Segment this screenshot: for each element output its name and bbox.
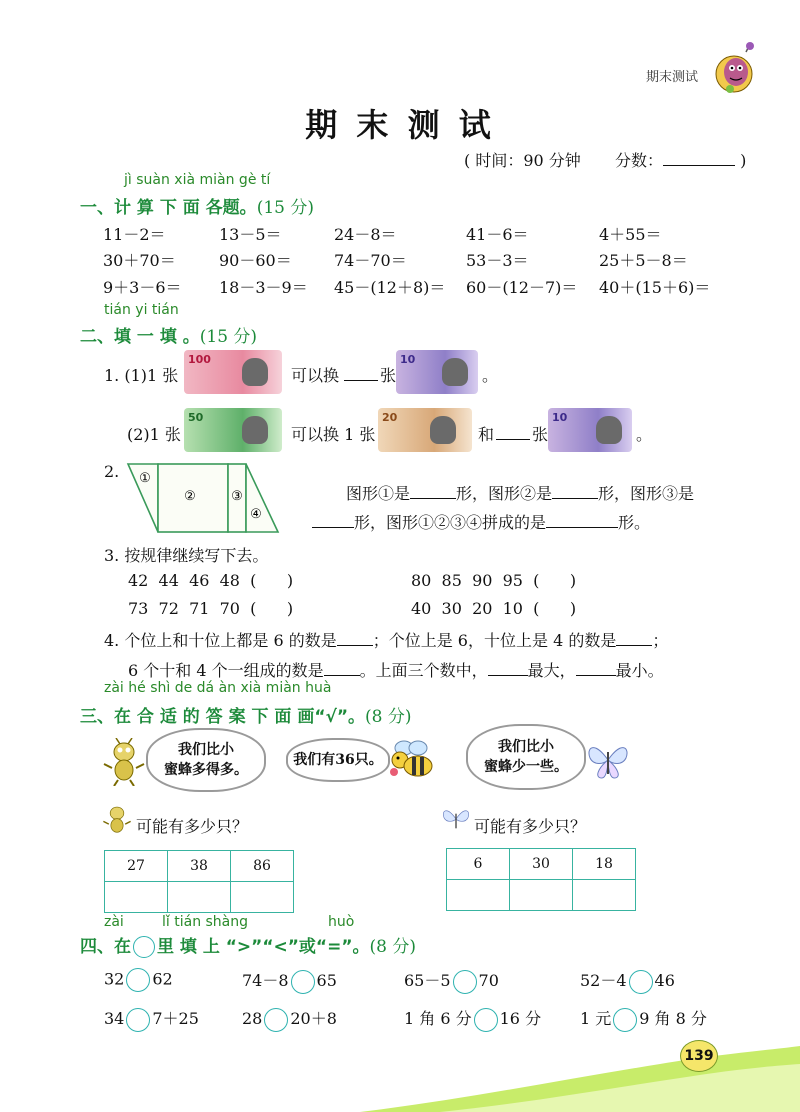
q2-blank: [546, 513, 618, 528]
q1b-end: 。: [636, 425, 653, 444]
q4-text: ；个位上是 6，十位上是 4 的数是: [372, 631, 617, 650]
q4-blank: [488, 661, 528, 676]
compare-item: [404, 968, 499, 994]
arith-item: 4＋55＝: [599, 225, 662, 244]
section1-title: [80, 193, 314, 218]
sequence: 42 44 46 48 ( ): [128, 571, 294, 590]
section1-points: (15 分): [256, 198, 314, 218]
ant-icon: [102, 738, 146, 786]
tick-cell[interactable]: [231, 882, 294, 913]
speech-bubble-bees: 我们有36只。: [286, 738, 390, 782]
q4-text: 最大，: [527, 661, 576, 680]
page-number-badge: [680, 1040, 718, 1072]
compare-item: [580, 968, 675, 994]
section3-points: (8 分): [365, 707, 412, 727]
q1b-prefix: (2)1 张: [127, 425, 181, 444]
q2-text: 形，图形③是: [598, 484, 695, 503]
option-cell: 38: [168, 851, 231, 882]
q1a-end: 。: [482, 366, 499, 385]
arith-item: 40＋(15＋6)＝: [599, 278, 711, 297]
question-butterflies: 可能有多少只？: [474, 817, 587, 836]
compare-right: 7＋25: [152, 1009, 199, 1028]
arith-item: 90－60＝: [219, 251, 292, 270]
compare-right: 9 角 8 分: [639, 1009, 707, 1028]
arith-item: 30＋70＝: [103, 251, 176, 270]
q1b-blank: [496, 425, 530, 440]
q4-text: 最小。: [615, 661, 664, 680]
section2-title-text: 二、填 一 填 。: [80, 327, 200, 347]
q2-line1: [346, 481, 694, 504]
arith-item: 13－5＝: [219, 225, 282, 244]
tick-cell[interactable]: [168, 882, 231, 913]
answer-table-butterflies: [446, 848, 636, 911]
compare-item: [242, 968, 337, 994]
q1a-prefix: 1. (1)1 张: [104, 366, 179, 385]
q1b-and: 和: [478, 425, 495, 444]
banknote-50: [184, 408, 282, 452]
compare-left: 32: [104, 969, 125, 989]
q4-text: ；: [652, 631, 669, 650]
compare-left: 74－8: [242, 971, 289, 990]
speech-bubble-ants: 我们比小 蜜蜂多得多。: [146, 728, 266, 792]
compare-right: 46: [654, 971, 675, 990]
q2-blank: [312, 513, 354, 528]
answer-table-ants: [104, 850, 294, 913]
portrait-icon: [242, 358, 268, 386]
q1b-mid: 可以换 1 张: [291, 425, 376, 444]
tick-cell[interactable]: [510, 880, 573, 911]
sequence: 73 72 71 70 ( ): [128, 599, 294, 618]
option-cell: 86: [231, 851, 294, 882]
time-text: ( 时间：90 分钟: [464, 151, 581, 170]
exam-meta: [464, 148, 746, 171]
q4-blank: [576, 661, 616, 676]
banknote-20: [378, 408, 472, 452]
q2-num: 2.: [104, 462, 120, 481]
section4-points: (8 分): [369, 937, 417, 957]
chapter-label: 期末测试: [646, 70, 699, 85]
banknote-10: [396, 350, 478, 394]
bee-icon: [386, 738, 436, 784]
section4-title-text: 里 填 上 “>”“<”或“=”。: [157, 937, 370, 957]
q4-text: 4. 个位上和十位上都是 6 的数是: [104, 631, 337, 650]
q2-text: 图形①是: [346, 484, 411, 503]
q4-line2: [128, 658, 664, 681]
question-ants: 可能有多少只？: [136, 817, 249, 836]
section2-points: (15 分): [199, 327, 258, 347]
q1a-mid: 可以换: [291, 366, 340, 385]
sequence: 80 85 90 95 ( ): [411, 571, 577, 590]
compare-right: 65: [316, 971, 337, 990]
section1-pinyin: jì suàn xià miàn gè tí: [124, 172, 271, 188]
q2-text: 形，图形①②③④拼成的是: [354, 513, 547, 532]
arith-item: 25＋5－8＝: [599, 251, 688, 270]
q3-title: 3. 按规律继续写下去。: [104, 546, 269, 565]
option-cell: 18: [573, 849, 636, 880]
arith-item: 11－2＝: [103, 225, 166, 244]
q1b-suffix: 张: [532, 425, 549, 444]
banknote-value: 20: [382, 411, 398, 424]
portrait-icon: [442, 358, 468, 386]
banknote-value: 10: [552, 411, 568, 424]
shape-label: ②: [184, 489, 196, 504]
section1-title-text: 一、计 算 下 面 各题。: [80, 198, 257, 218]
compare-right: 62: [152, 969, 173, 989]
compare-left: 52－4: [580, 971, 627, 990]
q4-text: 。上面三个数中，: [359, 661, 488, 680]
section2-pinyin: tián yi tián: [104, 302, 179, 318]
section3-title: [80, 702, 412, 727]
tick-cell[interactable]: [447, 880, 510, 911]
compare-circle[interactable]: [453, 970, 477, 994]
shape-label: ①: [139, 471, 151, 486]
compare-circle[interactable]: [126, 968, 150, 992]
portrait-icon: [430, 416, 456, 444]
option-cell: 27: [105, 851, 168, 882]
butterfly-icon: [584, 738, 632, 782]
portrait-icon: [596, 416, 622, 444]
section4-title-text: 四、在: [80, 937, 131, 957]
banknote-value: 100: [188, 353, 211, 366]
section3-title-text: 三、在 合 适 的 答 案 下 面 画“√”。: [80, 707, 366, 727]
banknote-100: [184, 350, 282, 394]
shape-label: ④: [250, 507, 262, 522]
section4-pinyin-2: lǐ tián shàng: [162, 914, 249, 930]
score-blank: [663, 151, 735, 166]
q4-line1: [104, 628, 668, 651]
speech-bubble-butterflies: 我们比小 蜜蜂少一些。: [466, 724, 586, 790]
q2-text: 形，图形②是: [456, 484, 553, 503]
compare-right: 16 分: [499, 1009, 542, 1028]
arith-item: 60－(12－7)＝: [466, 278, 578, 297]
section2-title: [80, 322, 257, 347]
ant-small-icon: [102, 802, 132, 838]
compare-left: 1 角 6 分: [404, 1009, 472, 1028]
portrait-icon: [242, 416, 268, 444]
section4-pinyin-3: huò: [328, 914, 355, 930]
compare-left: 28: [242, 1009, 263, 1028]
arith-item: 41－6＝: [466, 225, 529, 244]
composite-shape-diagram: [124, 462, 280, 534]
q1a-blank: [344, 366, 378, 381]
banknote-value: 10: [400, 353, 416, 366]
arith-item: 74－70＝: [334, 251, 407, 270]
compare-right: 20＋8: [290, 1009, 337, 1028]
q2-text: 形。: [618, 513, 651, 532]
compare-left: 1 元: [580, 1009, 612, 1028]
arith-item: 45－(12＋8)＝: [334, 278, 446, 297]
arith-item: 18－3－9＝: [219, 278, 308, 297]
q2-blank: [410, 484, 456, 499]
tick-cell[interactable]: [105, 882, 168, 913]
section4-pinyin-1: zài: [104, 914, 124, 930]
compare-circle[interactable]: [629, 970, 653, 994]
compare-left: 34: [104, 1009, 125, 1028]
footer-wave: [0, 1020, 800, 1112]
banknote-value: 50: [188, 411, 204, 424]
circle-placeholder-icon: [133, 936, 155, 958]
option-cell: 30: [510, 849, 573, 880]
tick-cell[interactable]: [573, 880, 636, 911]
compare-item: [104, 968, 173, 992]
close-paren: ): [740, 151, 747, 170]
section4-title: [80, 932, 416, 958]
shape-label: ③: [231, 489, 243, 504]
option-cell: 6: [447, 849, 510, 880]
arith-item: 9＋3－6＝: [103, 278, 182, 297]
page-title: 期 末 测 试: [305, 106, 495, 144]
q1a-suffix: 张: [380, 366, 397, 385]
compare-right: 70: [478, 971, 499, 990]
compare-left: 65－5: [404, 971, 451, 990]
butterfly-small-icon: [440, 804, 472, 834]
sequence: 40 30 20 10 ( ): [411, 599, 577, 618]
arith-item: 53－3＝: [466, 251, 529, 270]
arith-item: 24－8＝: [334, 225, 397, 244]
mascot-icon: [712, 42, 758, 94]
banknote-10: [548, 408, 632, 452]
section3-pinyin: zài hé shì de dá àn xià miàn huà: [104, 680, 332, 696]
score-label: 分数：: [614, 151, 663, 170]
q4-blank: [324, 661, 360, 676]
q2-blank: [552, 484, 598, 499]
q2-line2: [312, 510, 650, 533]
q4-text: 6 个十和 4 个一组成的数是: [128, 661, 324, 680]
q4-blank: [337, 631, 373, 646]
compare-circle[interactable]: [291, 970, 315, 994]
page-number: 139: [684, 1048, 714, 1064]
q4-blank: [616, 631, 652, 646]
